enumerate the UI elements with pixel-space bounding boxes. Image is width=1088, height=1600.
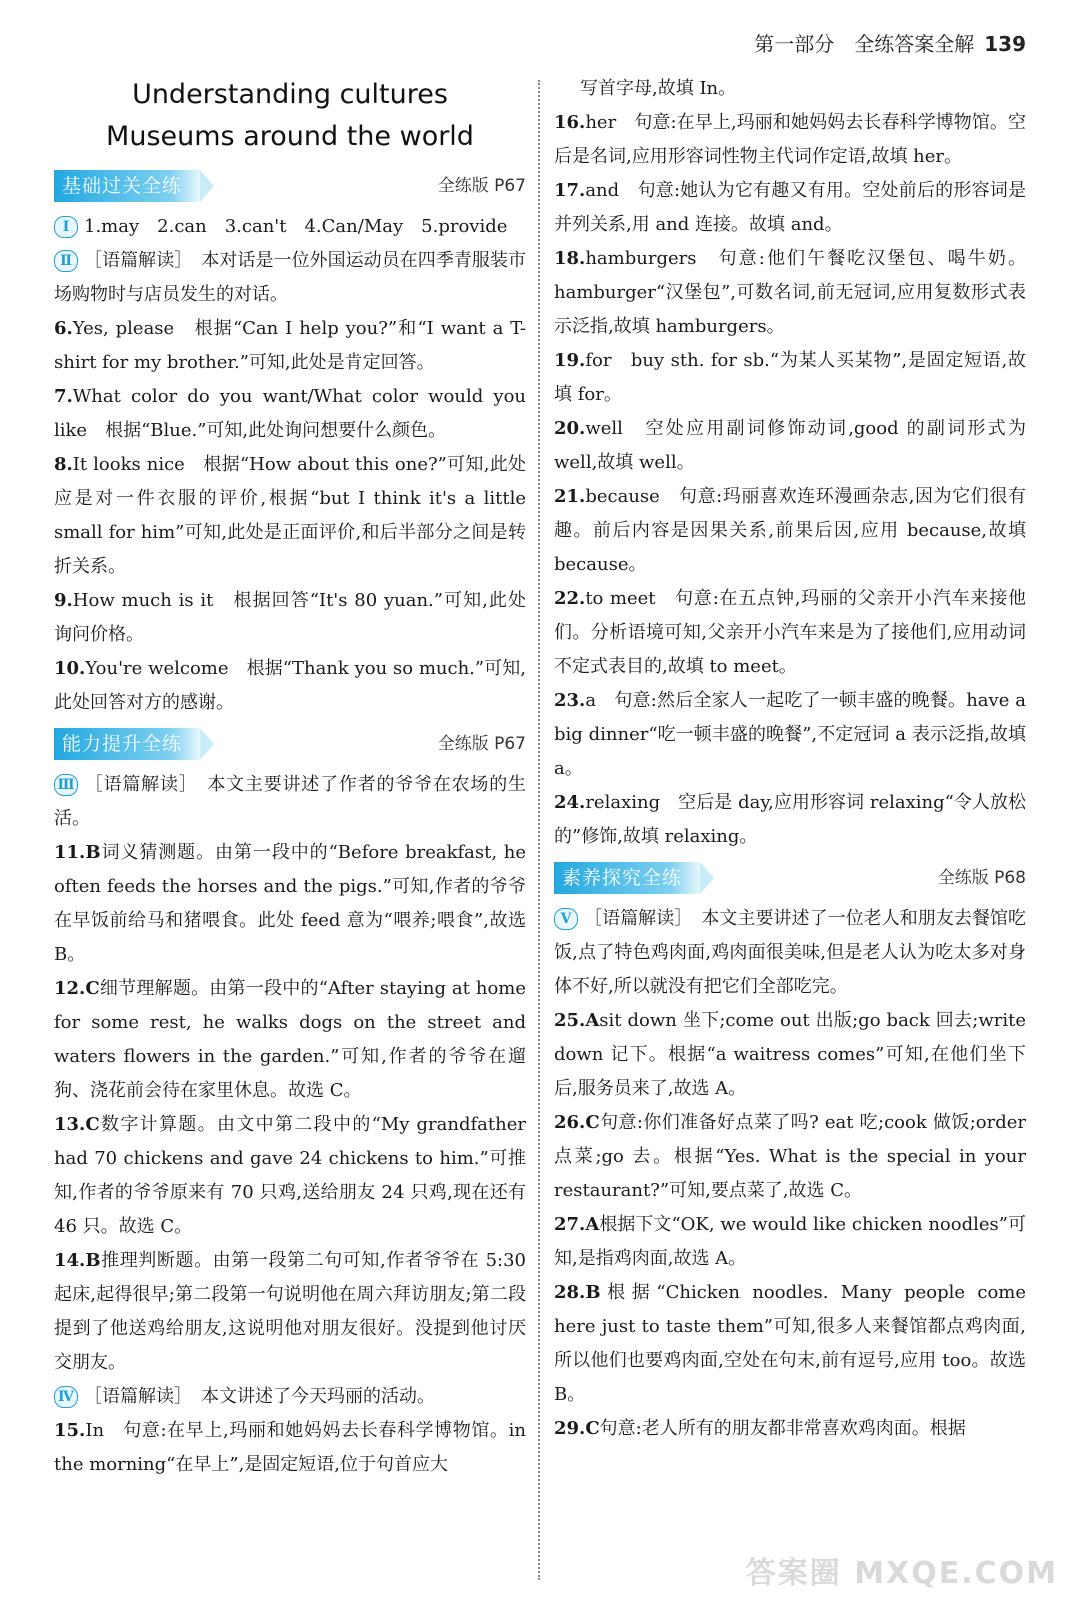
question-number: 21. xyxy=(554,486,586,507)
answer-text: well 空处应用副词修饰动词,good 的副词形式为 well,故填 well。 xyxy=(554,418,1026,473)
answer-item xyxy=(554,174,1026,242)
section-header-ability xyxy=(54,726,526,762)
section-banner: 能力提升全练 xyxy=(54,728,200,760)
question-number: 7. xyxy=(54,386,73,407)
answer-item xyxy=(54,972,526,1108)
answer-item xyxy=(554,684,1026,786)
question-number: 23. xyxy=(554,690,586,711)
question-number: 18. xyxy=(554,248,586,269)
answer-text: hamburgers 句意:他们午餐吃汉堡包、喝牛奶。hamburger“汉堡包”,可数名词,前无冠词,应用复数形式表示泛指,故填 hamburgers。 xyxy=(554,248,1026,337)
question-number: 22. xyxy=(554,588,586,609)
question-number: 12.C xyxy=(54,978,100,999)
question-number: 25.A xyxy=(554,1010,600,1031)
answer-item xyxy=(54,380,526,448)
answer-item xyxy=(54,312,526,380)
answer-item xyxy=(554,242,1026,344)
section-header-literacy xyxy=(554,860,1026,896)
question-number: 26.C xyxy=(554,1112,600,1133)
answer-text: 细节理解题。由第一段中的“After staying at home for some rest, he walks dogs on the street and waters flowers in the garden.”可知,作者的爷爷在遛狗、浇花前会待在家里休息。故选 C。 xyxy=(54,978,526,1101)
answer-item xyxy=(554,902,1026,1004)
question-number: 11.B xyxy=(54,842,101,863)
answer-text: ［语篇解读］ 本文主要讲述了作者的爷爷在农场的生活。 xyxy=(54,774,526,829)
section-ref: 全练版 P67 xyxy=(437,734,526,754)
question-number: 14.B xyxy=(54,1250,101,1271)
question-number: 28.B xyxy=(554,1282,601,1303)
question-number: 10. xyxy=(54,658,86,679)
question-number: 20. xyxy=(554,418,586,439)
answer-text: ［语篇解读］ 本文主要讲述了一位老人和朋友去餐馆吃饭,点了特色鸡肉面,鸡肉面很美味,但是老人认为吃太多对身体不好,所以就没有把它们全部吃完。 xyxy=(554,908,1026,997)
answer-text: relaxing 空后是 day,应用形容词 relaxing“令人放松的”修饰,故填 relaxing。 xyxy=(554,792,1026,847)
unit-title-line-2: Museums around the world xyxy=(106,121,474,152)
section-header-basic xyxy=(54,168,526,204)
answer-item xyxy=(54,1414,526,1482)
page-header xyxy=(754,28,1026,57)
column-divider xyxy=(538,80,540,1580)
answer-text: her 句意:在早上,玛丽和她妈妈去长春科学博物馆。空后是名词,应用形容词性物主代词作定语,故填 her。 xyxy=(554,112,1026,167)
answer-text: 根据“Chicken noodles. Many people come here just to taste them”可知,很多人来餐馆都点鸡肉面,所以他们也要鸡肉面,空处在句末,前有逗号,应用 too。故选 B。 xyxy=(554,1282,1026,1405)
answer-item xyxy=(54,1244,526,1380)
unit-title xyxy=(54,74,526,158)
answer-item xyxy=(54,210,526,244)
answer-item xyxy=(54,768,526,836)
answer-item xyxy=(554,786,1026,854)
answer-text: 根据下文“OK, we would like chicken noodles”可知,是指鸡肉面,故选 A。 xyxy=(554,1214,1026,1269)
answer-text: and 句意:她认为它有趣又有用。空处前后的形容词是并列关系,用 and 连接。故填 and。 xyxy=(554,180,1026,235)
answer-text: What color do you want/What color would you like 根据“Blue.”可知,此处询问想要什么颜色。 xyxy=(54,386,526,441)
question-number: 27.A xyxy=(554,1214,600,1235)
question-number: 17. xyxy=(554,180,586,201)
answer-text: Yes, please 根据“Can I help you?”和“I want a T-shirt for my brother.”可知,此处是肯定回答。 xyxy=(54,318,526,373)
answer-item xyxy=(54,584,526,652)
question-number: 24. xyxy=(554,792,586,813)
page-number: 139 xyxy=(984,32,1026,56)
answer-item xyxy=(54,448,526,584)
answer-list-ability xyxy=(54,768,526,1482)
watermark-logo: 答案圈 MXQE.COM xyxy=(745,1556,1058,1591)
answer-text: 句意:你们准备好点菜了吗? eat 吃;cook 做饭;order 点菜;go 去。根据“Yes. What is the special in your restaurant?”可知,要点菜了,故选 C。 xyxy=(554,1112,1026,1201)
answer-item xyxy=(554,1412,1026,1446)
answer-text: 数字计算题。由文中第二段中的“My grandfather had 70 chickens and gave 24 chickens to him.”可推知,作者的爷爷原来有 70 只鸡,送给朋友 24 只鸡,现在还有 46 只。故选 C。 xyxy=(54,1114,526,1237)
answer-text: How much is it 根据回答“It's 80 yuan.”可知,此处询问价格。 xyxy=(54,590,526,645)
unit-title-line-1: Understanding cultures xyxy=(132,79,448,110)
section-banner: 素养探究全练 xyxy=(554,862,700,894)
part-marker-icon: Ⅳ xyxy=(54,1386,78,1408)
answer-item xyxy=(54,1380,526,1414)
answer-text: to meet 句意:在五点钟,玛丽的父亲开小汽车来接他们。分析语境可知,父亲开小汽车来是为了接他们,应用动词不定式表目的,故填 to meet。 xyxy=(554,588,1026,677)
answer-text: because 句意:玛丽喜欢连环漫画杂志,因为它们很有趣。前后内容是因果关系,前果后因,应用 because,故填 because。 xyxy=(554,486,1026,575)
answer-item xyxy=(554,1106,1026,1208)
answer-item xyxy=(554,582,1026,684)
answer-item xyxy=(554,1276,1026,1412)
question-number: 19. xyxy=(554,350,586,371)
answer-item xyxy=(554,1004,1026,1106)
part-marker-icon: Ⅱ xyxy=(54,250,78,272)
section-banner: 基础过关全练 xyxy=(54,170,200,202)
answer-list-continued xyxy=(554,72,1026,854)
header-text: 第一部分 全练答案全解 xyxy=(754,32,975,56)
answer-item xyxy=(54,1108,526,1244)
answer-text: It looks nice 根据“How about this one?”可知,此处应是对一件衣服的评价,根据“but I think it's a little small for him”可知,此处是正面评价,和后半部分之间是转折关系。 xyxy=(54,454,526,577)
answer-text: 写首字母,故填 In。 xyxy=(580,78,737,99)
part-marker-icon: Ⅲ xyxy=(54,774,78,796)
question-number: 29.C xyxy=(554,1418,600,1439)
answer-item xyxy=(54,244,526,312)
answer-text: 词义猜测题。由第一段中的“Before breakfast, he often feeds the horses and the pigs.”可知,作者的爷爷在早饭前给马和猪喂食。此处 feed 意为“喂养;喂食”,故选 B。 xyxy=(54,842,526,965)
section-ref: 全练版 P68 xyxy=(937,868,1026,888)
question-number: 8. xyxy=(54,454,73,475)
question-number: 13.C xyxy=(54,1114,100,1135)
part-marker-icon: Ⅴ xyxy=(554,908,578,930)
answer-text: You're welcome 根据“Thank you so much.”可知,此处回答对方的感谢。 xyxy=(54,658,526,713)
answer-text: ［语篇解读］ 本文讲述了今天玛丽的活动。 xyxy=(84,1386,435,1407)
question-number: 6. xyxy=(54,318,73,339)
answer-list-literacy xyxy=(554,902,1026,1446)
left-column xyxy=(54,72,526,1482)
answer-list-basic xyxy=(54,210,526,720)
question-number: 9. xyxy=(54,590,73,611)
answer-text: a 句意:然后全家人一起吃了一顿丰盛的晚餐。have a big dinner“吃一顿丰盛的晚餐”,不定冠词 a 表示泛指,故填 a。 xyxy=(554,690,1026,779)
section-ref: 全练版 P67 xyxy=(437,176,526,196)
question-number: 16. xyxy=(554,112,586,133)
answer-text: for buy sth. for sb.“为某人买某物”,是固定短语,故填 for。 xyxy=(554,350,1026,405)
answer-item xyxy=(554,106,1026,174)
answer-text: 1.may 2.can 3.can't 4.Can/May 5.provide xyxy=(84,216,508,237)
answer-item xyxy=(54,652,526,720)
answer-item xyxy=(554,480,1026,582)
right-column xyxy=(554,72,1026,1446)
answer-text: sit down 坐下;come out 出版;go back 回去;write down 记下。根据“a waitress comes”可知,在他们坐下后,服务员来了,故选 A。 xyxy=(554,1010,1026,1099)
answer-item xyxy=(554,412,1026,480)
answer-text: 推理判断题。由第一段第二句可知,作者爷爷在 5:30 起床,起得很早;第二段第一句说明他在周六拜访朋友;第二段提到了他送鸡给朋友,这说明他对朋友很好。没提到他讨厌交朋友。 xyxy=(54,1250,526,1373)
answer-item xyxy=(554,1208,1026,1276)
answer-text: 句意:老人所有的朋友都非常喜欢鸡肉面。根据 xyxy=(599,1418,966,1439)
part-marker-icon: Ⅰ xyxy=(54,216,78,238)
answer-item xyxy=(54,836,526,972)
answer-text: ［语篇解读］ 本对话是一位外国运动员在四季青服装市场购物时与店员发生的对话。 xyxy=(54,250,526,305)
answer-item xyxy=(554,344,1026,412)
answer-item xyxy=(554,72,1026,106)
question-number: 15. xyxy=(54,1420,86,1441)
answer-text: In 句意:在早上,玛丽和她妈妈去长春科学博物馆。in the morning“在早上”,是固定短语,位于句首应大 xyxy=(54,1420,526,1475)
